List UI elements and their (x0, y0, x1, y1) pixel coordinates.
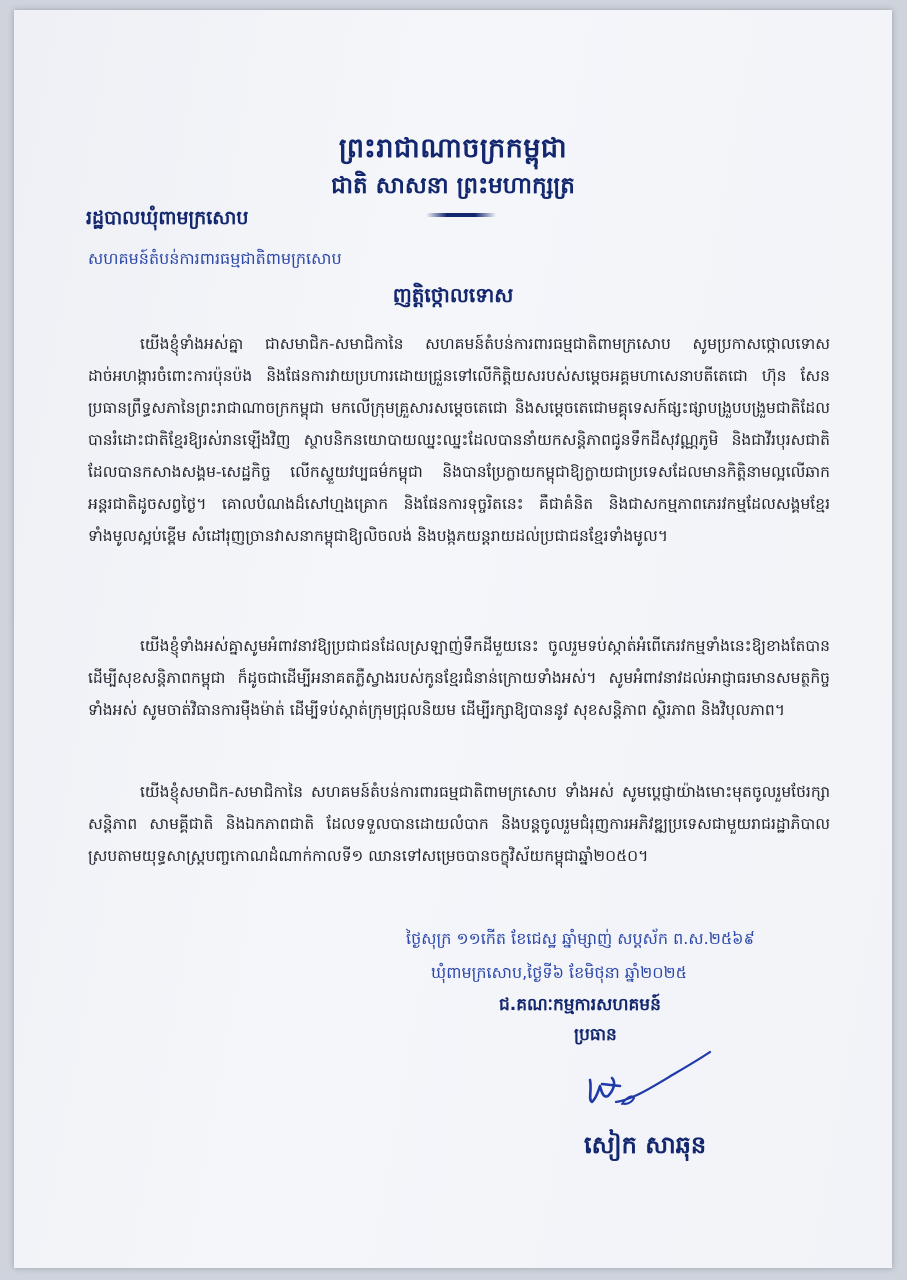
position-title: ប្រធាន (574, 1025, 617, 1045)
national-motto: ជាតិ សាសនា ព្រះមហាក្សត្រ (331, 173, 575, 199)
signer-name: សៀក សាឆុន (584, 1131, 707, 1159)
body-paragraph-1: យើងខ្ញុំទាំងអស់គ្នា ជាសមាជិក-សមាជិកានៃ សហគមន៍តំបន់ការពារធម្មជាតិពាមក្រសោប សូមប្រកាសថ្កោលទោសដាច់អហង្ការចំពោះការប៉ុនប៉ង និងផែនការវាយប្រហារដោយជ្រួនទៅលើកិត្តិយសរបស់សម្តេចអគ្គមហាសេនាបតីតេជោ ហ៊ុន សែន ប្រធានព្រឹទ្ធសភានៃព្រះរាជាណាចក្រកម្ពុជា មកលើក្រុមគ្រួសារសម្តេចតេជោ និងសម្តេចតេជោមគ្គុទេសក៍ផ្សះផ្សាបង្រួបបង្រួមជាតិដែលបានរំដោះជាតិខ្មែរឱ្យរស់រានឡើងវិញ ស្ថាបនិកនយោបាយឈ្នះឈ្នះដែលបាននាំយកសន្តិភាពជូនទឹកដីសុវណ្ណភូមិ និងជាវីរបុរសជាតិ ដែលបានកសាងសង្គម-សេដ្ឋកិច្ច លើកស្ទួយវប្បធម៌កម្ពុជា និងបានប្រែក្លាយកម្ពុជាឱ្យក្លាយជាប្រទេសដែលមានកិត្តិនាមល្អលើឆាកអន្តរជាតិដូចសព្វថ្ងៃ។ គោលបំណងដ៏សៅហ្មងគ្រោក និងផែនការទុច្ចរិតនេះ គឺជាគំនិត និងជាសកម្មភាពភេរវកម្មដែលសង្គមខ្មែរទាំងមូលស្អប់ខ្ពើម សំដៅរុញច្រានវាសនាកម្ពុជាឱ្យលិចលង់ និងបង្កភយន្តរាយដល់ប្រជាជនខ្មែរទាំងមូល។ (88, 335, 830, 545)
ornament-divider-icon (426, 213, 496, 217)
community-name: សហគមន៍តំបន់ការពារធម្មជាតិពាមក្រសោប (88, 249, 342, 268)
commune-administration: រដ្ឋបាលឃុំពាមក្រសោប (86, 207, 249, 229)
place-and-date: ឃុំពាមក្រសោប,ថ្ងៃទី៦ ខែមិថុនា ឆ្នាំ២០២៥ (431, 963, 687, 982)
document-title: ញត្តិថ្កោលទោស (392, 283, 514, 307)
document-page (14, 10, 892, 1268)
body-paragraph-3: យើងខ្ញុំសមាជិក-សមាជិកានៃ សហគមន៍តំបន់ការពារធម្មជាតិពាមក្រសោប ទាំងអស់ សូមប្តេជ្ញាយ៉ាងមោះមុតចូលរួមថែរក្សាសន្តិភាព សាមគ្គីជាតិ និងឯកភាពជាតិ ដែលទទួលបានដោយលំបាក និងបន្តចូលរួមជំរុញការអភិវឌ្ឍប្រទេសជាមួយរាជរដ្ឋាភិបាល ស្របតាមយុទ្ធសាស្ត្របញ្ចកោណដំណាក់កាលទី១ ឈានទៅសម្រេចបានចក្ខុវិស័យកម្ពុជាឆ្នាំ២០៥០។ (88, 783, 830, 865)
kingdom-heading: ព្រះរាជាណាចក្រកម្ពុជា (338, 133, 568, 164)
body-paragraph-2: យើងខ្ញុំទាំងអស់គ្នាសូមអំពាវនាវឱ្យប្រជាជនដែលស្រឡាញ់ទឹកដីមួយនេះ ចូលរួមទប់ស្កាត់អំពើភេរវកម្មទាំងនេះឱ្យខាងតែបាន ដើម្បីសុខសន្តិភាពកម្ពុជា ក៏ដូចជាដើម្បីអនាគតភ្លឺស្វាងរបស់កូនខ្មែរជំនាន់ក្រោយទាំងអស់។ សូមអំពាវនាវដល់អាជ្ញាធរមានសមត្ថកិច្ចទាំងអស់ សូមចាត់វិធានការម៉ឺងម៉ាត់ ដើម្បីទប់ស្កាត់ក្រុមជ្រុលនិយម ដើម្បីរក្សាឱ្យបាននូវ សុខសន្តិភាព ស្ថិរភាព និងវិបុលភាព។ (88, 637, 830, 719)
handwritten-signature-icon (562, 1040, 722, 1120)
committee-label: ជ.គណៈកម្មការសហគមន៍ (499, 995, 661, 1015)
lunar-date: ថ្ងៃសុក្រ ១១កើត ខែជេស្ឋ ឆ្នាំម្សាញ់ សប្តស័ក ព.ស.២៥៦៩ (406, 929, 755, 948)
